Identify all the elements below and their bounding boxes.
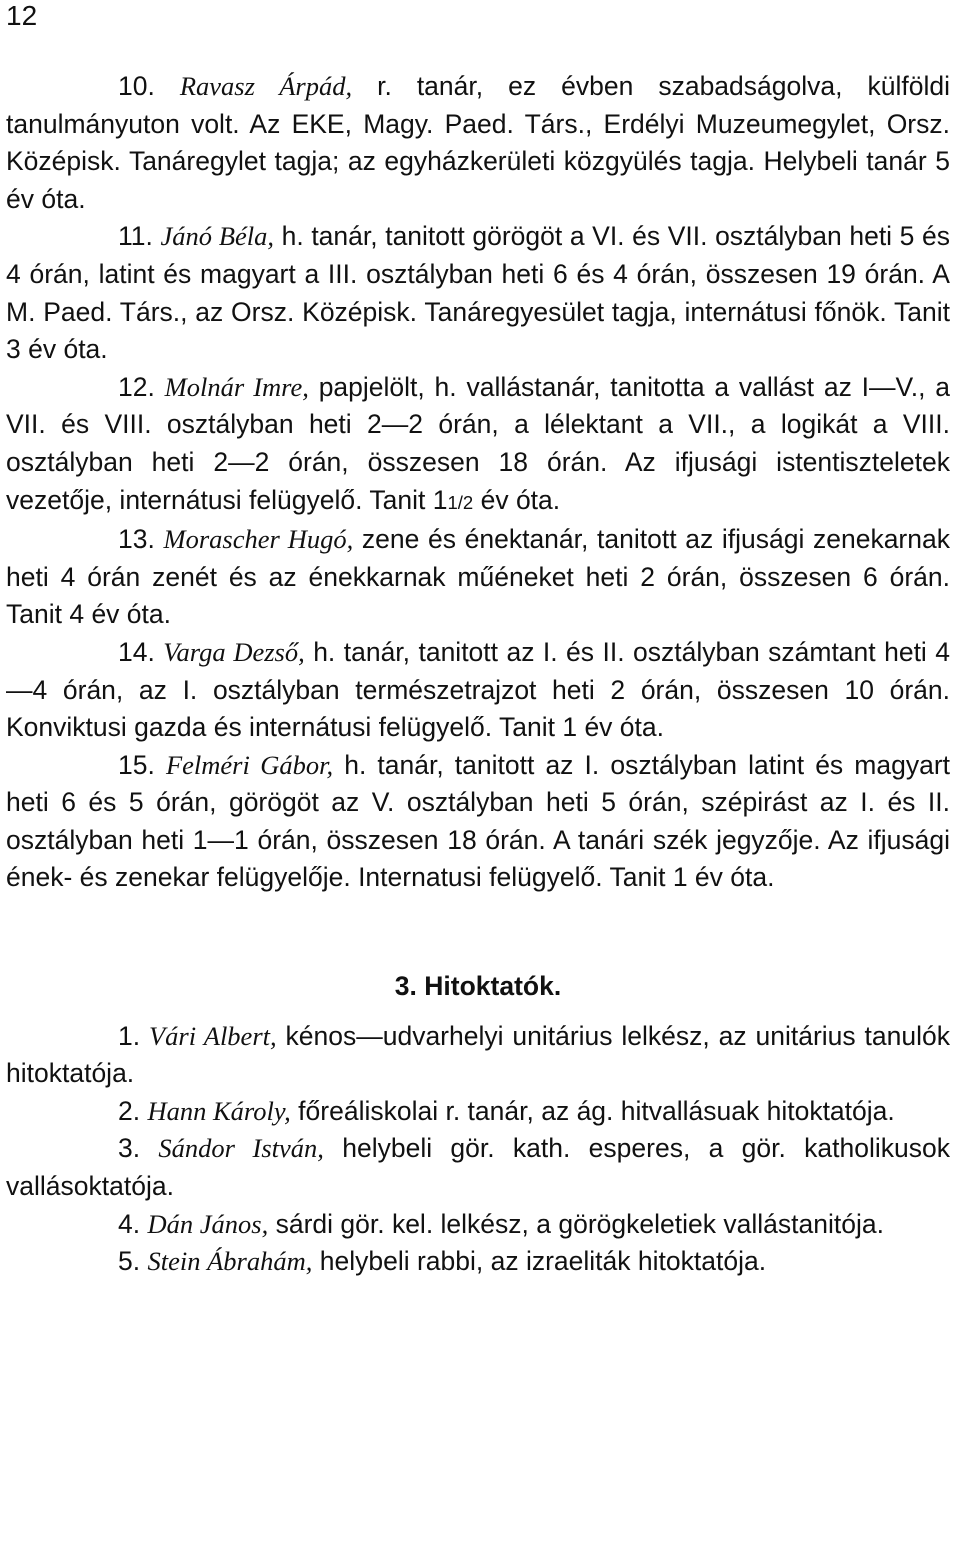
item-text: főreáliskolai r. tanár, az ág. hitvallásuak hitoktatója. [298, 1095, 895, 1126]
person-name: Morascher Hugó, [163, 524, 354, 555]
entry-number: 10. [118, 71, 155, 101]
entry-number: 14. [118, 636, 155, 667]
entry-number: 11. [118, 221, 153, 252]
staff-entry-12 [6, 369, 950, 521]
staff-entry-13 [6, 521, 950, 634]
teacher-item-3 [6, 1130, 950, 1205]
entry-number: 12. [118, 371, 155, 402]
item-text: helybeli rabbi, az izraeliták hitoktatója. [319, 1246, 767, 1277]
teacher-item-5 [6, 1243, 950, 1281]
person-name: Vári Albert, [148, 1020, 277, 1051]
item-text: sárdi gör. kel. lelkész, a görögkeletiek vallástanitója. [275, 1208, 884, 1239]
entry-number: 13. [118, 524, 155, 555]
entry-text-tail: év óta. [473, 484, 561, 515]
staff-entry-14 [6, 634, 950, 747]
staff-entry-10 [6, 68, 950, 218]
person-name: Sándor István, [158, 1133, 324, 1164]
staff-entry-11 [6, 218, 950, 368]
item-number: 3. [118, 1133, 141, 1164]
item-number: 4. [118, 1208, 141, 1239]
person-name: Stein Ábrahám, [147, 1246, 313, 1277]
item-number: 1. [118, 1020, 141, 1051]
entry-text: h. tanár, tanitott az I. és II. osztályban számtant heti 4—4 órán, az I. osztályban természetrajzot heti 2 órán, összesen 10 órán. Konviktusi gazda és internátusi felügyelő. Tanit 1 év óta. [6, 636, 950, 743]
section-heading: 3. Hitoktatók. [394, 971, 562, 1002]
person-name: Ravasz Árpád, [179, 71, 353, 101]
page-number: 12 [6, 0, 38, 31]
person-name: Varga Dezső, [163, 636, 305, 667]
staff-entry-15 [6, 747, 950, 897]
teacher-item-4 [6, 1206, 950, 1244]
person-name: Hann Károly, [147, 1095, 291, 1126]
entry-text: h. tanár, tanitott az I. osztályban latint és magyart heti 6 és 5 órán, görögöt az V. osztályban heti 5 órán, szépirást az I. és II. osztályban heti 1—1 órán, összesen 18 órán. A tanári szék jegyzője. Az ifjusági ének- és zenekar felügyelője. Internatusi felügyelő. Tanit 1 év óta. [6, 749, 951, 893]
teacher-item-1 [6, 1018, 950, 1093]
entry-text: zene és énektanár, tanitott az ifjusági zenekarnak heti 4 órán zenét és az énekkarnak műéneket heti 2 órán, összesen 6 órán. Tanit 4 év óta. [6, 524, 950, 630]
person-name: Felméri Gábor, [165, 749, 334, 780]
person-name: Molnár Imre, [164, 371, 309, 402]
entry-text: h. tanár, tanitott görögöt a VI. és VII. osztályban heti 5 és 4 órán, latint és magyart a III. osztályban heti 6 és 4 órán, összesen 19 órán. A M. Paed. Társ., az Orsz. Középisk. Tanáregyesület tagja, internátusi főnök. Tanit 3 év óta. [6, 221, 950, 365]
fraction-half: 1/2 [447, 491, 474, 513]
entry-number: 15. [118, 749, 155, 780]
entry-text: r. tanár, ez évben szabadságolva, külföldi tanulmányuton volt. Az EKE, Magy. Paed. Társ., Erdélyi Muzeumegylet, Orsz. Középisk. Tanáregylet tagja; az egyházkerületi közgyülés tagja. Helybeli tanár 5 év óta. [6, 71, 950, 214]
person-name: Dán János, [147, 1208, 269, 1239]
teacher-item-2 [6, 1093, 950, 1131]
item-text: kénos—udvarhelyi unitárius lelkész, az unitárius tanulók hitoktatója. [6, 1020, 950, 1089]
page-body [6, 68, 950, 1281]
item-number: 5. [118, 1246, 141, 1277]
item-text: helybeli gör. kath. esperes, a gör. katholikusok vallásoktatója. [6, 1133, 950, 1202]
entry-text: papjelölt, h. vallástanár, tanitotta a vallást az I—V., a VII. és VIII. osztályban heti 2—2 órán, a lélektant a VII., a logikát a VIII. osztályban heti 2—2 órán, összesen 18 órán. Az ifjusági istentiszteletek vezetője, internátusi felügyelő. Tanit 1 [6, 371, 950, 515]
item-number: 2. [118, 1095, 141, 1126]
person-name: Jánó Béla, [160, 221, 275, 252]
